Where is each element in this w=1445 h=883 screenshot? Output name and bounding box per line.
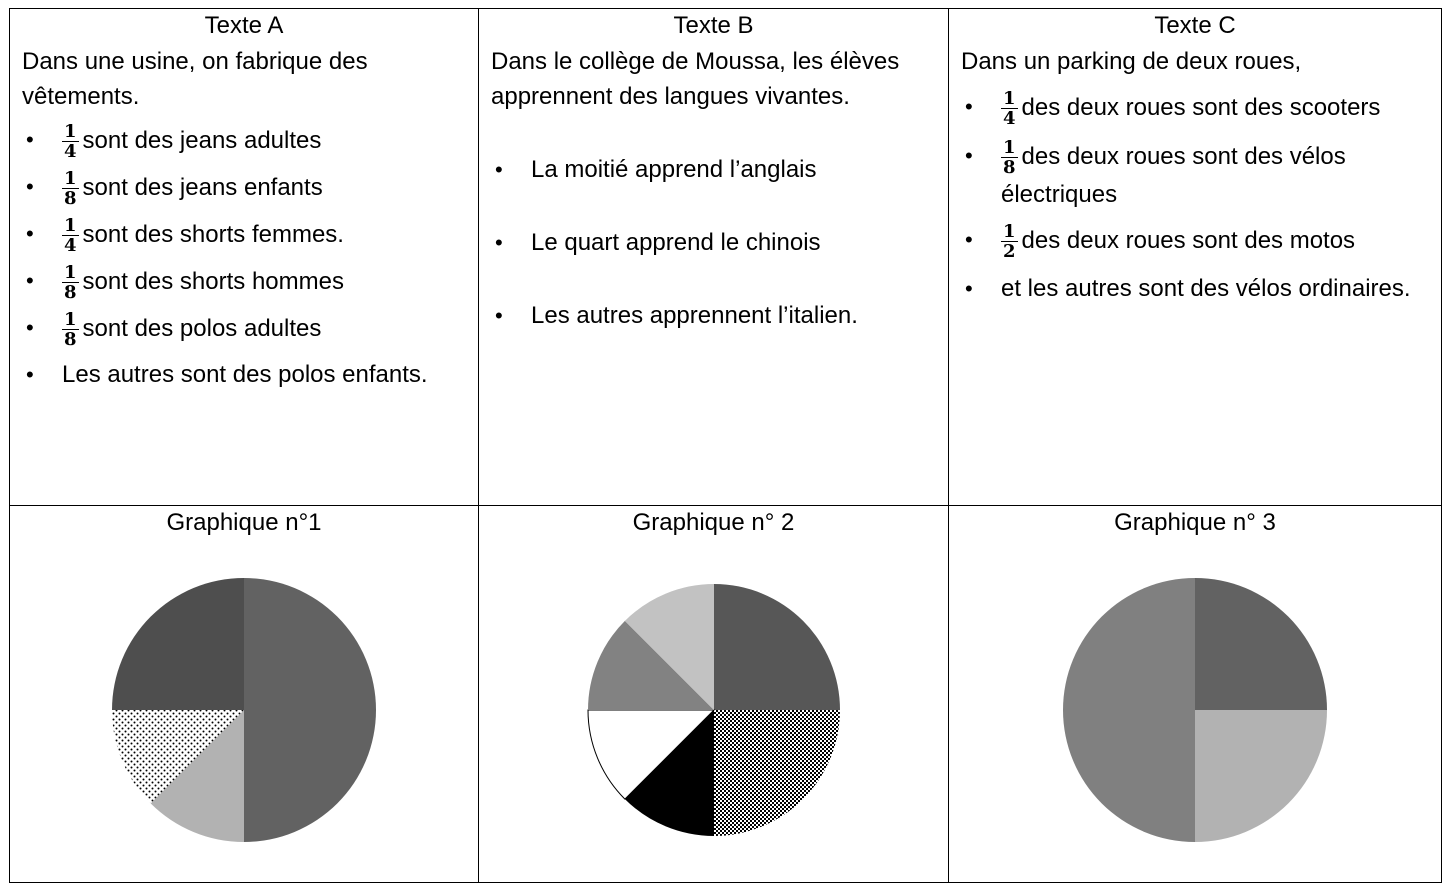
bullet-icon: • <box>495 230 503 255</box>
fraction-denominator: 2 <box>1003 241 1016 262</box>
list-item <box>961 138 1431 212</box>
bullet-icon: • <box>965 276 973 301</box>
fraction <box>62 216 79 255</box>
bullet-icon: • <box>495 303 503 328</box>
list-item <box>22 122 468 161</box>
pie-slice <box>244 578 376 842</box>
item-text: Le quart apprend le chinois <box>531 229 821 256</box>
fraction-numerator: 1 <box>1003 137 1016 158</box>
pie-slice <box>112 578 244 710</box>
pie-chart-1 <box>94 538 394 858</box>
fraction-denominator: 8 <box>64 188 77 209</box>
item-text: Les autres sont des polos enfants. <box>62 361 428 388</box>
fraction <box>1001 222 1018 261</box>
pie-slice <box>714 584 840 710</box>
bullet-icon: • <box>495 157 503 182</box>
fraction-numerator: 1 <box>64 309 77 330</box>
text-c-heading: Texte C <box>1154 12 1236 39</box>
pie-chart-3 <box>1045 538 1345 858</box>
item-text: sont des shorts femmes. <box>82 220 344 248</box>
text-b-intro: Dans le collège de Moussa, les élèves apprennent des langues vivantes. <box>491 48 900 110</box>
bullet-icon: • <box>26 127 34 152</box>
fraction-denominator: 8 <box>1003 157 1016 178</box>
bullet-icon: • <box>965 227 973 252</box>
list-item <box>22 310 468 349</box>
text-row <box>10 9 1442 506</box>
item-text: des deux roues sont des vélos électriques <box>1001 142 1346 208</box>
list-item <box>961 89 1431 128</box>
text-b-list <box>491 152 938 333</box>
fraction-denominator: 4 <box>64 235 77 256</box>
fraction-numerator: 1 <box>64 168 77 189</box>
graph-row <box>10 506 1442 883</box>
fraction-numerator: 1 <box>1003 88 1016 109</box>
graph-1-heading: Graphique n°1 <box>166 509 322 536</box>
text-b-heading: Texte B <box>673 12 754 39</box>
item-text: La moitié apprend l’anglais <box>531 156 817 183</box>
graph-2-heading: Graphique n° 2 <box>632 509 795 536</box>
bullet-icon: • <box>26 174 34 199</box>
text-a-cell <box>10 9 479 506</box>
list-item <box>22 216 468 255</box>
graph-2-cell <box>479 506 949 883</box>
list-item <box>491 225 938 260</box>
item-text: sont des jeans enfants <box>82 173 323 201</box>
pie-slice <box>714 710 840 836</box>
matching-table <box>9 8 1442 883</box>
list-item <box>491 152 938 187</box>
fraction <box>1001 138 1018 177</box>
item-text: des deux roues sont des scooters <box>1021 93 1381 121</box>
fraction-numerator: 1 <box>64 215 77 236</box>
text-a-list <box>22 122 468 392</box>
graph-3-cell <box>949 506 1442 883</box>
pie-chart-2 <box>564 538 864 858</box>
fraction-denominator: 8 <box>64 282 77 303</box>
pie-slice <box>1195 578 1327 710</box>
fraction-numerator: 1 <box>64 262 77 283</box>
text-b-cell <box>479 9 949 506</box>
list-item <box>961 222 1431 261</box>
text-a-heading: Texte A <box>204 12 284 39</box>
item-text: sont des polos adultes <box>82 314 322 342</box>
list-item <box>22 263 468 302</box>
fraction-denominator: 8 <box>64 329 77 350</box>
fraction <box>62 310 79 349</box>
bullet-icon: • <box>26 268 34 293</box>
list-item <box>491 298 938 333</box>
fraction-numerator: 1 <box>1003 221 1016 242</box>
item-text: sont des jeans adultes <box>82 126 322 154</box>
list-item <box>22 169 468 208</box>
item-text: sont des shorts hommes <box>82 267 344 295</box>
pie-slice <box>1063 578 1195 842</box>
text-c-intro: Dans un parking de deux roues, <box>961 48 1302 75</box>
item-text: et les autres sont des vélos ordinaires. <box>1001 275 1411 302</box>
text-c-list <box>961 89 1431 306</box>
item-text: des deux roues sont des motos <box>1021 226 1356 254</box>
fraction <box>62 169 79 208</box>
pie-slice <box>1195 710 1327 842</box>
bullet-icon: • <box>26 362 34 387</box>
bullet-icon: • <box>26 221 34 246</box>
fraction <box>1001 89 1018 128</box>
bullet-icon: • <box>965 143 973 168</box>
bullet-icon: • <box>26 315 34 340</box>
text-a-intro: Dans une usine, on fabrique des vêtements. <box>22 48 368 110</box>
list-item <box>22 357 468 392</box>
fraction-numerator: 1 <box>64 121 77 142</box>
fraction <box>62 263 79 302</box>
item-text: Les autres apprennent l’italien. <box>531 302 858 329</box>
text-c-cell <box>949 9 1442 506</box>
fraction-denominator: 4 <box>1003 108 1016 129</box>
graph-3-heading: Graphique n° 3 <box>1114 509 1276 536</box>
fraction <box>62 122 79 161</box>
list-item <box>961 271 1431 306</box>
fraction-denominator: 4 <box>64 141 77 162</box>
bullet-icon: • <box>965 94 973 119</box>
graph-1-cell <box>10 506 479 883</box>
